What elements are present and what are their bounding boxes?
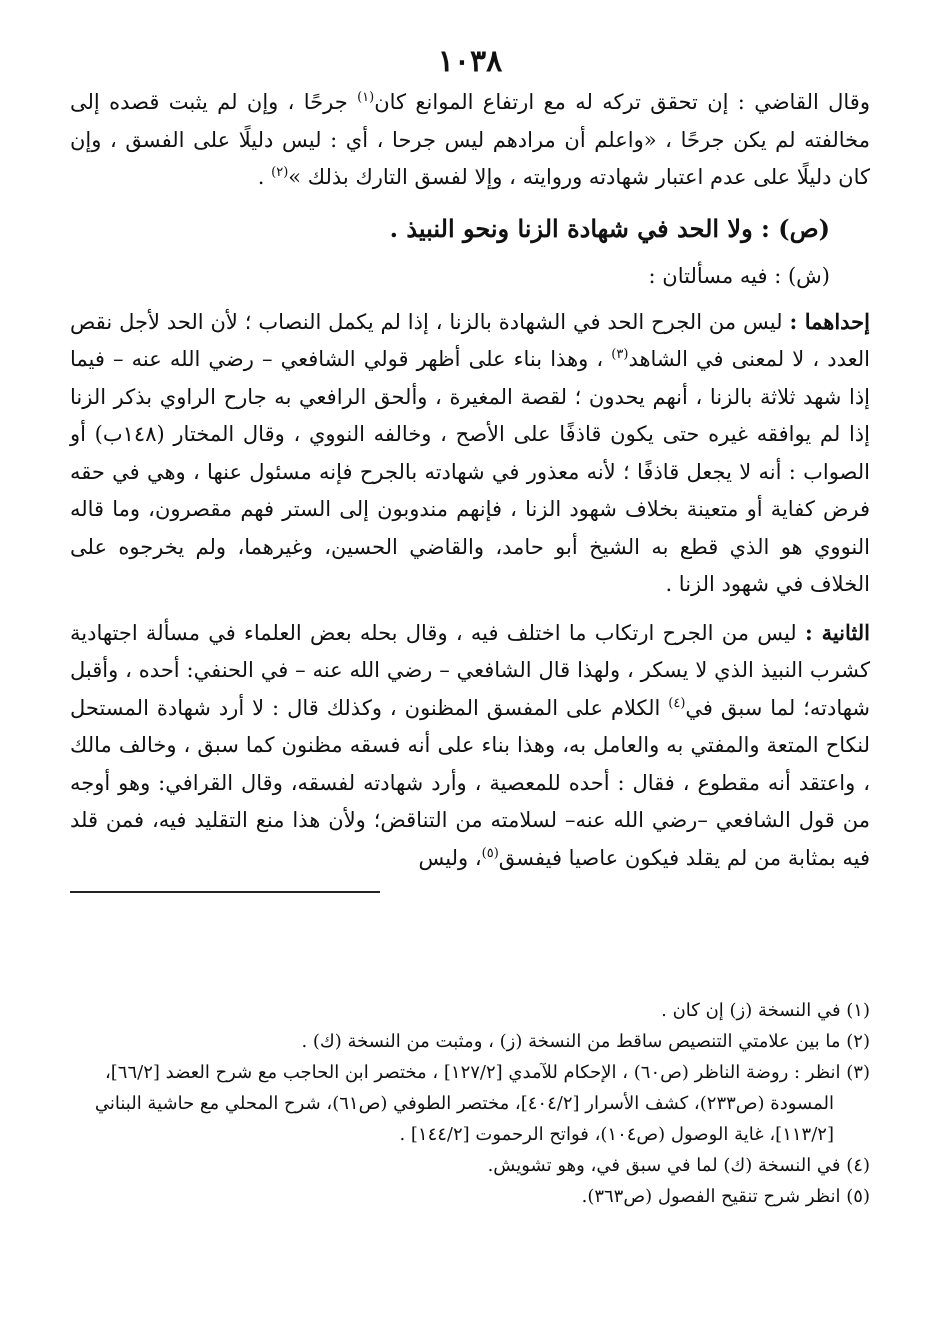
first-issue-paragraph (70, 303, 870, 604)
second-issue-paragraph (70, 614, 870, 878)
intro-text-c: . (257, 165, 272, 189)
footnote-ref-3[interactable]: (٣) (611, 347, 629, 362)
intro-paragraph (70, 84, 870, 197)
footnote-4: (٤) في النسخة (ك) لما في سبق في، وهو تشويش. (487, 1155, 870, 1176)
paragraph-gap (70, 604, 870, 614)
footnote-2: (٢) ما بين علامتي التنصيص ساقط من النسخة (ز) ، ومثبت من النسخة (ك) . (301, 1031, 870, 1052)
first-issue-lead: إحداهما : (789, 308, 870, 334)
footnotes (70, 995, 870, 1212)
footnote-separator (70, 891, 380, 893)
footnote-3: (٣) انظر : روضة الناظر (ص٦٠) ، الإحكام للآمدي [١٢٧/٢] ، مختصر ابن الحاجب مع شرح العضد [٦٦/٢]، المسودة (ص٢٣٣)، كشف الأسرار [٤٠٤/٢]، مختصر الطوفي (ص٦١)، شرح المحلي مع حاشية البناني [١١٣/٢]، غاية الوصول (ص١٠٤)، فواتح الرحموت [١٤٤/٢] . (94, 1062, 870, 1145)
page-number: ١٠٣٨ (437, 44, 503, 79)
first-issue-text-a: ليس من الجرح الحد في الشهادة بالزنا ، إذا لم يكمل النصاب ؛ لأن الحد لأجل نقص العدد ، لا لمعنى في الشاهد (70, 309, 870, 371)
first-issue-text-b: ، وهذا بناء على أظهر قولي الشافعي – رضي الله عنه – فيما إذا شهد ثلاثة بالزنا ، أنهم يحدون ؛ لقصة المغيرة ، وألحق الرافعي به جارح الراوي بذكر الزنا إذا لم يوافقه غيره حتى يكون قاذفًا على الأصح ، وخالفه النووي ، وقال المختار (١٤٨ب) أو الصواب : أنه لا يجعل قاذفًا ؛ لأنه معذور في شهادته بالجرح فإنه مسئول عنها ، وهي في حقه فرض كفاية أو متعينة بخلاف شهود الزنا ، فإنهم مندوبون إلى الستر فهم مقصرون، وما قاله النووي هو الذي قطع به الشيخ أبو حامد، والقاضي الحسين، وغيرهما، ولم يخرجوه على الخلاف في شهود الزنا . (70, 347, 870, 596)
second-issue-text-c: ، وليس (418, 845, 482, 870)
footnote-ref-5[interactable]: (٥) (481, 845, 499, 861)
second-issue-lead: الثانية : (804, 619, 870, 645)
footnote-ref-1[interactable]: (١) (357, 90, 375, 105)
intro-text-b: جرحًا ، وإن لم يثبت قصده إلى مخالفته لم يكن جرحًا ، «واعلم أن مرادهم ليس جرحا ، أي : ليس دليلًا على الفسق ، وإن كان دليلًا على عدم اعتبار شهادته وروايته ، وإلا لفسق التارك بذلك » (70, 90, 870, 189)
section-subheading: (ش) : فيه مسألتان : (648, 263, 830, 288)
intro-text-a: وقال القاضي : إن تحقق تركه له مع ارتفاع الموانع كان (374, 90, 870, 114)
footnote-5: (٥) انظر شرح تنقيح الفصول (ص٣٦٣). (581, 1186, 870, 1207)
second-issue-text-b: الكلام على المفسق المظنون ، وكذلك قال : لا أرد شهادة المستحل لنكاح المتعة والمفتي به والعامل به، وهذا بناء على أنه فسقه مظنون كما سبق ، وخالف مالك ، واعتقد أنه مقطوع ، فقال : أحده للمعصية ، وأرد شهادته لفسقه، وقال القرافي: وهو أوجه من قول الشافعي –رضي الله عنه– لسلامته من التناقض؛ ولأن هذا منع التقليد فيه، فمن قلد فيه بمثابة من لم يقلد فيكون عاصيا فيفسق (70, 695, 870, 870)
section-heading: (ص) : ولا الحد في شهادة الزنا ونحو النبيذ . (389, 213, 830, 243)
footnote-ref-4[interactable]: (٤) (668, 695, 686, 711)
footnote-1: (١) في النسخة (ز) إن كان . (661, 1000, 870, 1021)
second-issue-text-a: ليس من الجرح ارتكاب ما اختلف فيه ، وقال بحله بعض العلماء في مسألة اجتهادية كشرب النبيذ الذي لا يسكر ، ولهذا قال الشافعي – رضي الله عنه – في الحنفي: أحده ، وأقبل شهادته؛ لما سبق في (70, 620, 870, 720)
footnote-ref-2[interactable]: (٢) (271, 165, 289, 180)
page-body (70, 40, 870, 893)
